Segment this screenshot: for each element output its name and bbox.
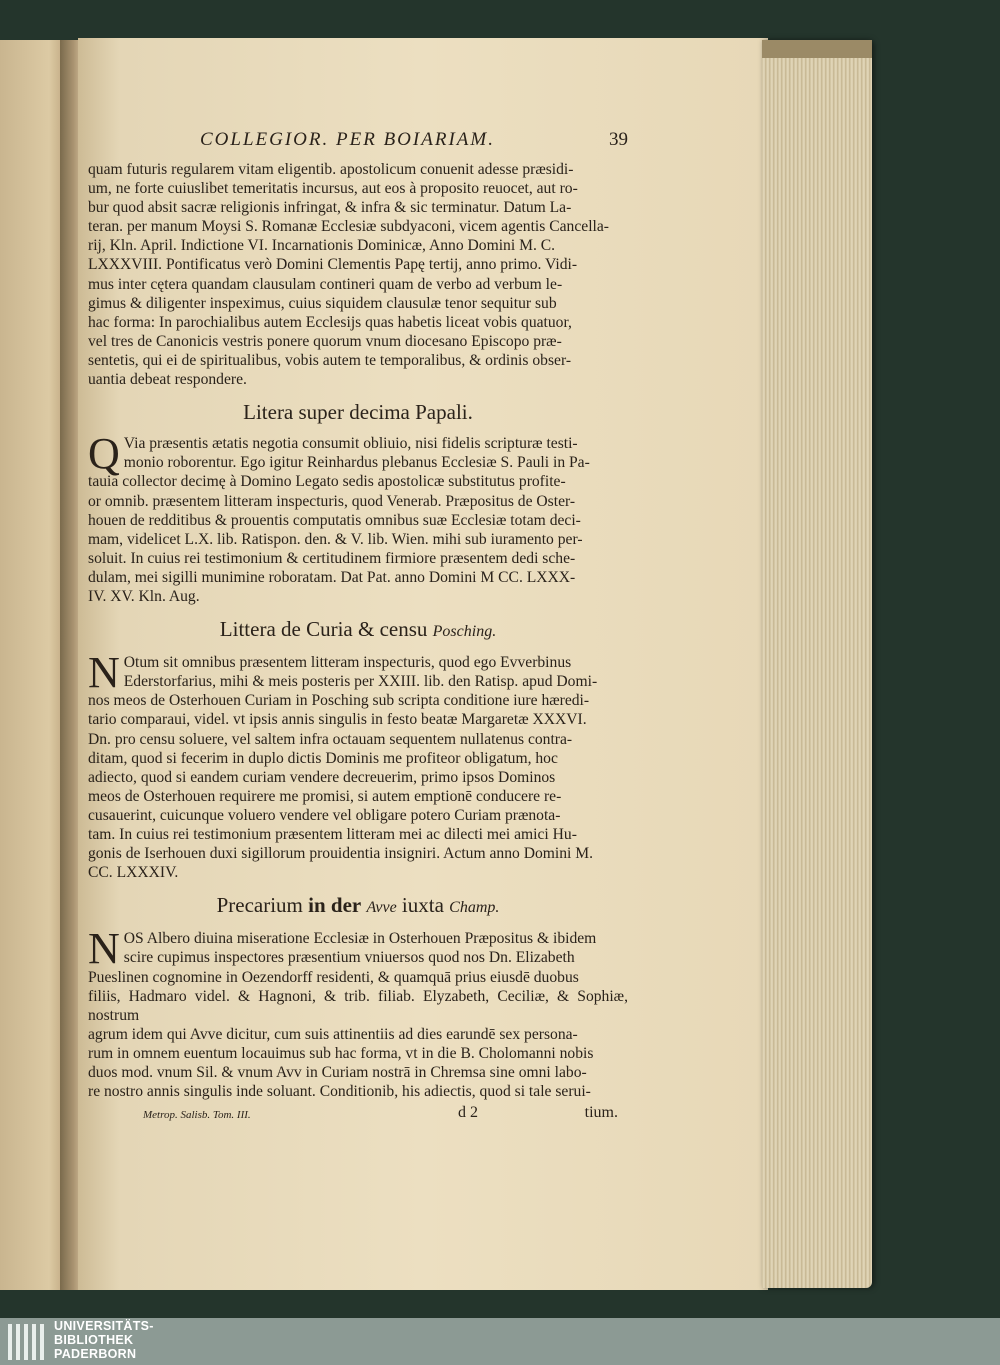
text-line: Otum sit omnibus præsentem litteram inspecturis, quod ego Evverbinus: [123, 654, 572, 672]
running-head: COLLEGIOR. PER BOIARIAM.: [200, 129, 495, 150]
text-line: filiis, Hadmaro videl. & Hagnoni, & trib. filiab. Elyzabeth, Ceciliæ, & Sophiæ, nostrum: [88, 987, 628, 1024]
text-line: teran. per manum Moysi S. Romanæ Ecclesiæ subdyaconi, vicem agentis Cancella-: [88, 218, 609, 236]
library-name: [54, 1320, 154, 1361]
intro-paragraph: [88, 160, 628, 389]
text-line: Dn. pro censu soluere, vel saltem infra octauam sequentem nullatenus contra-: [88, 730, 573, 748]
text-line: mus inter cętera quandam clausulam contineri quam de verbo ad verbum le-: [88, 275, 563, 293]
text-line: cusauerint, cuicunque voluero vendere vel obligare potero Curiam prænota-: [88, 806, 561, 824]
header-row: [88, 128, 628, 158]
page-block-edge: [762, 40, 872, 1288]
catchword: tium.: [584, 1104, 618, 1122]
text-line: um, ne forte cuiuslibet temeritatis incursus, aut eos à proposito reuocet, aut ro-: [88, 180, 578, 198]
text-line: uantia debeat respondere.: [88, 371, 247, 389]
text-line: hac forma: In parochialibus autem Ecclesijs quas habetis liceat vobis quatuor,: [88, 313, 572, 331]
section-title-italic: Posching.: [432, 623, 497, 641]
text-line: mam, videlicet L.X. lib. Ratispon. den. & V. lib. Wien. mihi sub iuramento per-: [88, 530, 583, 548]
text-line: CC. LXXXIV.: [88, 864, 179, 882]
text-line: LXXXVIII. Pontificatus verò Domini Clementis Papę tertij, anno primo. Vidi-: [88, 256, 578, 274]
text-line: vel tres de Canonicis vestris ponere quorum vnum diocesano Episcopo præ-: [88, 332, 562, 350]
text-line: bur quod absit sacræ religionis infringat, & infra & sic terminatur. Datum La-: [88, 199, 572, 217]
text-line: dulam, mei sigilli munimine roboratam. Dat Pat. anno Domini M CC. LXXX-: [88, 568, 576, 586]
text-line: Ederstorfarius, mihi & meis posteris per XXIII. lib. den Ratisp. apud Domi-: [123, 673, 598, 691]
text-line: soluit. In cuius rei testimonium & certitudinem firmiore præsentem dedi sche-: [88, 549, 576, 567]
library-footer-bar: [0, 1318, 1000, 1365]
section-title: [88, 893, 628, 918]
section-title-tail: Champ.: [449, 899, 500, 917]
library-logo-icon: [6, 1320, 48, 1362]
text-line: adiecto, quod si eandem curiam vendere decreuerim, primo ipsos Dominos: [88, 768, 556, 786]
drop-cap: Q: [88, 429, 120, 479]
text-line: rij, Kln. April. Indictione VI. Incarnationis Dominicæ, Anno Domini M. C.: [88, 237, 556, 255]
text-line: houen de redditibus & prouentis computatis omnibus suæ Ecclesiæ totam deci-: [88, 511, 581, 529]
text-line: tario comparaui, videl. vt ipsis annis singulis in festo beatæ Margaretæ XXXVI.: [88, 711, 587, 729]
section-title-text: Precarium: [216, 893, 303, 918]
text-line: ditam, quod si fecerim in duplo dictis Dominis me profiteor obligatum, hoc: [88, 749, 558, 767]
text-line: quam futuris regularem vitam eligentib. apostolicum conuenit adesse præsidi-: [88, 161, 574, 178]
section-title-blackletter: in der: [308, 893, 362, 918]
text-line: nos meos de Osterhouen Curiam in Posching sub scripta conditione iure hæredi-: [88, 692, 590, 710]
text-line: Pueslinen cognomine in Oezendorff residenti, & quamquā prius eiusdē duobus: [88, 968, 579, 986]
book-top-edge: [762, 40, 872, 58]
section-title-text: Litera super decima Papali.: [243, 400, 473, 425]
text-line: tauia collector decimę à Domino Legato sedis apostolicæ substitutus profite-: [88, 473, 566, 491]
text-line: OS Albero diuina miseratione Ecclesiæ in Osterhouen Præpositus & ibidem: [123, 930, 597, 948]
page-text: [88, 128, 628, 1125]
text-line: sentetis, qui ei de spiritualibus, vobis autem te temporalibus, & ordinis obser-: [88, 351, 572, 369]
text-line: rum in omnem euentum locauimus sub hac forma, vt in die B. Cholomanni nobis: [88, 1044, 594, 1062]
section-title-italic: Avve: [366, 899, 397, 917]
text-line: tam. In cuius rei testimonium præsentem litteram mei ac dilecti mei amici Hu-: [88, 826, 577, 843]
text-line: Via præsentis ætatis negotia consumit obliuio, nisi fidelis scripturæ testi-: [123, 435, 578, 453]
section-paragraph: [88, 648, 628, 882]
text-line: meos de Osterhouen requirere me promisi, si autem emptionē conducere re-: [88, 787, 562, 805]
section-paragraph: [88, 924, 628, 1101]
page-number: 39: [609, 129, 628, 150]
signature-note: Metrop. Salisb. Tom. III.: [143, 1109, 251, 1122]
text-line: scire cupimus inspectores præsentium vniuersos quod nos Dn. Elizabeth: [123, 949, 575, 967]
library-name-line: UNIVERSITÄTS-: [54, 1319, 154, 1333]
text-line: agrum idem qui Avve dicitur, cum suis attinentiis ad dies earundē sex persona-: [88, 1025, 578, 1043]
text-line: re nostro annis singulis inde soluant. Conditionib, his adiectis, quod si tale serui-: [88, 1083, 591, 1101]
text-line: monio roborentur. Ego igitur Reinhardus plebanus Ecclesiæ S. Pauli in Pa-: [123, 454, 590, 472]
section-paragraph: [88, 429, 628, 606]
text-line: duos mod. vnum Sil. & vnum Avv in Curiam nostrā in Chremsa sine omni labo-: [88, 1064, 587, 1082]
section-title-text: Littera de Curia & censu: [219, 617, 428, 642]
catchline: [88, 1103, 628, 1125]
drop-cap: N: [88, 924, 120, 974]
library-name-line: BIBLIOTHEK: [54, 1332, 134, 1347]
section-title: [88, 400, 628, 425]
text-line: or omnib. præsentem litteram inspecturis, quod Venerab. Præpositus de Oster-: [88, 492, 576, 510]
library-name-line: PADERBORN: [54, 1346, 137, 1361]
section-title: [88, 617, 628, 642]
section-title-mid: iuxta: [401, 893, 444, 918]
text-line: IV. XV. Kln. Aug.: [88, 587, 200, 605]
text-line: gonis de Iserhouen duxi sigillorum prouidentia insigniri. Actum anno Domini M.: [88, 845, 594, 863]
drop-cap: N: [88, 648, 120, 698]
text-line: gimus & diligenter inspeximus, cuius siquidem clausulæ tenor sequitur sub: [88, 294, 557, 312]
signature-mark: d 2: [458, 1104, 478, 1122]
